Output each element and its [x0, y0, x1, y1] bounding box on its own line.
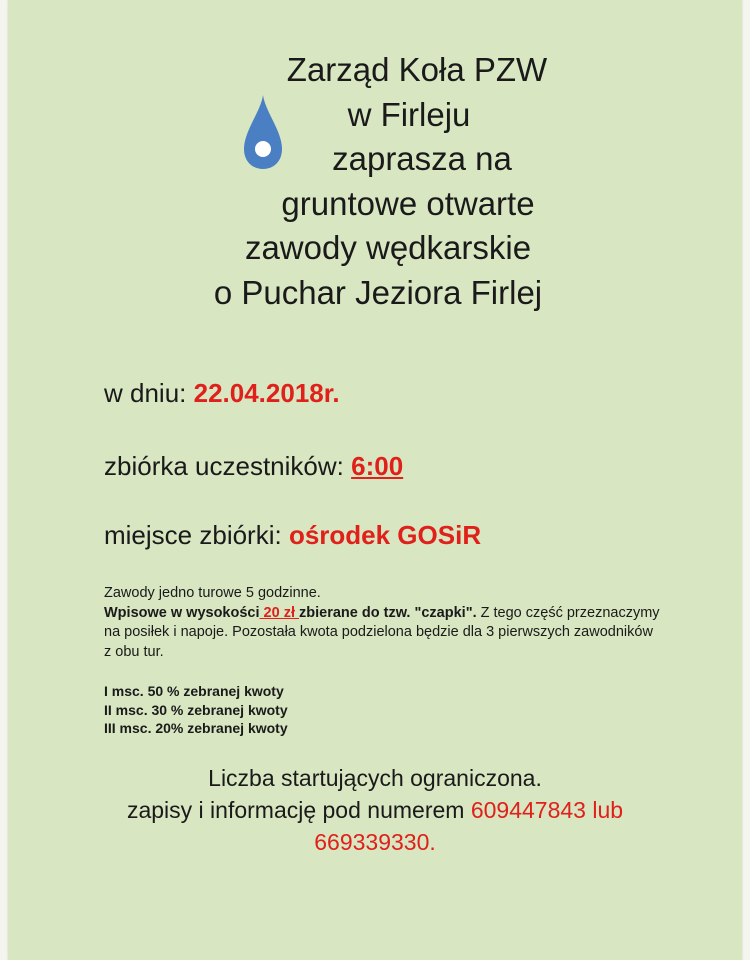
gathering-time — [104, 451, 403, 482]
gathering-label: zbiórka uczestników: — [104, 451, 352, 481]
info-paragraph — [104, 604, 664, 663]
registration-info — [8, 762, 742, 858]
place-value: ośrodek GOSiR — [288, 520, 482, 550]
date-label: w dniu: — [104, 378, 194, 408]
fee-amount: 20 zł — [259, 604, 300, 621]
limit-note: Liczba startujących ograniczona. — [208, 765, 542, 791]
title-line: gruntowe otwarte — [281, 184, 535, 222]
info-line: Zawody jedno turowe 5 godzinne. — [104, 585, 321, 601]
phone-number-1[interactable]: 609447843 lub — [470, 797, 624, 823]
poster — [8, 0, 742, 960]
place-label: miejsce zbiórki: — [104, 520, 289, 550]
date-value: 22.04.2018r. — [193, 378, 340, 408]
fee-prefix: Wpisowe w wysokości — [104, 604, 260, 621]
prize-list — [104, 682, 288, 738]
prize-item: II msc. 30 % zebranej kwoty — [104, 701, 288, 718]
contact-label: zapisy i informację pod numerem — [126, 797, 471, 823]
title-line: zawody wędkarskie — [244, 229, 532, 266]
poster-title — [8, 48, 742, 315]
prize-item: III msc. 20% zebranej kwoty — [104, 720, 288, 736]
fee-suffix: zbierane do tzw. "czapki". — [299, 604, 477, 621]
title-line: w Firleju — [347, 95, 471, 133]
contact-line — [8, 794, 742, 826]
title-line: zaprasza na — [332, 140, 512, 177]
prize-item: I msc. 50 % zebranej kwoty — [104, 683, 284, 699]
info-rest: Z tego część przeznaczymy na posiłek i napoje. Pozostała kwota podzielona będzie dla 3 pierwszych zawodników z obu tur. — [104, 604, 660, 660]
title-line: Zarząd Koła PZW — [286, 51, 548, 88]
gathering-place — [104, 520, 481, 551]
competition-info — [104, 584, 664, 662]
gathering-value: 6:00 — [351, 451, 404, 481]
phone-number-2[interactable]: 669339330. — [314, 829, 436, 855]
event-date — [104, 378, 340, 409]
title-line: o Puchar Jeziora Firlej — [213, 273, 543, 311]
